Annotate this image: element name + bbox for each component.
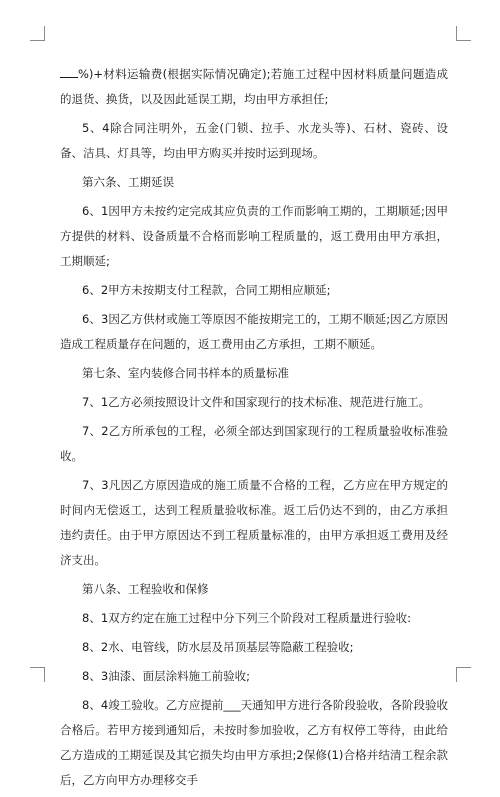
crop-mark-top-left — [30, 26, 45, 41]
crop-mark-bottom-left — [30, 667, 45, 682]
clause-5-4: 5、4除合同注明外，五金(门锁、拉手、水龙头等)、石材、瓷砖、设备、洁具、灯具等，均由甲方购买并按时运到现场。 — [60, 121, 448, 160]
clause-6-3: 6、3因乙方供材或施工等原因不能按期完工的，工期不顺延;因乙方原因造成工程质量存在问题的，返工费用由乙方承担，工期不顺延。 — [60, 312, 448, 351]
clause-6-2: 6、2甲方未按期支付工程款，合同工期相应顺延; — [82, 283, 331, 297]
section-heading-8: 第八条、工程验收和保修 — [82, 582, 209, 596]
fill-in-blank — [60, 67, 78, 78]
crop-mark-top-right — [456, 26, 471, 41]
clause-8-1: 8、1双方约定在施工过程中分下列三个阶段对工程质量进行验收: — [82, 611, 412, 625]
crop-mark-bottom-right — [456, 667, 471, 682]
document-page — [60, 62, 448, 797]
clause-7-3: 7、3凡因乙方原因造成的施工质量不合格的工程，乙方应在甲方规定的时间内无偿返工，达到工程质量验收标准。返工后仍达不到的，由乙方承担违约责任。由于甲方原因达不到工程质量标准的，由甲方承担返工费用及经济支出。 — [60, 478, 448, 567]
section-heading-7: 第七条、室内装修合同书样本的质量标准 — [82, 366, 289, 380]
section-heading-6: 第六条、工期延误 — [82, 175, 174, 189]
clause-8-2: 8、2水、电管线，防水层及吊顶基层等隐蔽工程验收; — [82, 640, 354, 654]
clause-7-1: 7、1乙方必须按照设计文件和国家现行的技术标准、规范进行施工。 — [82, 395, 431, 409]
clause-7-2: 7、2乙方所承包的工程，必须全部达到国家现行的工程质量验收标准验收。 — [60, 424, 448, 463]
clause-6-1: 6、1因甲方未按约定完成其应负责的工作而影响工期的，工期顺延;因甲方提供的材料、设备质量不合格而影响工程质量的，返工费用由甲方承担，工期顺延; — [60, 204, 448, 268]
clause-8-4: 8、4竣工验收。乙方应提前___天通知甲方进行各阶段验收，各阶段验收合格后。若甲方接到通知后，未按时参加验收，乙方有权停工等待，由此给乙方造成的工期延误及其它损失均由甲方承担;2保修(1)合格并结清工程余款后，乙方向甲方办理移交手 — [60, 698, 448, 787]
clause-8-3: 8、3油漆、面层涂料施工前验收; — [82, 669, 251, 683]
paragraph-material-transport: %)+材料运输费(根据实际情况确定);若施工过程中因材料质量问题造成的退货、换货，以及因此延误工期，均由甲方承担任; — [60, 67, 448, 106]
